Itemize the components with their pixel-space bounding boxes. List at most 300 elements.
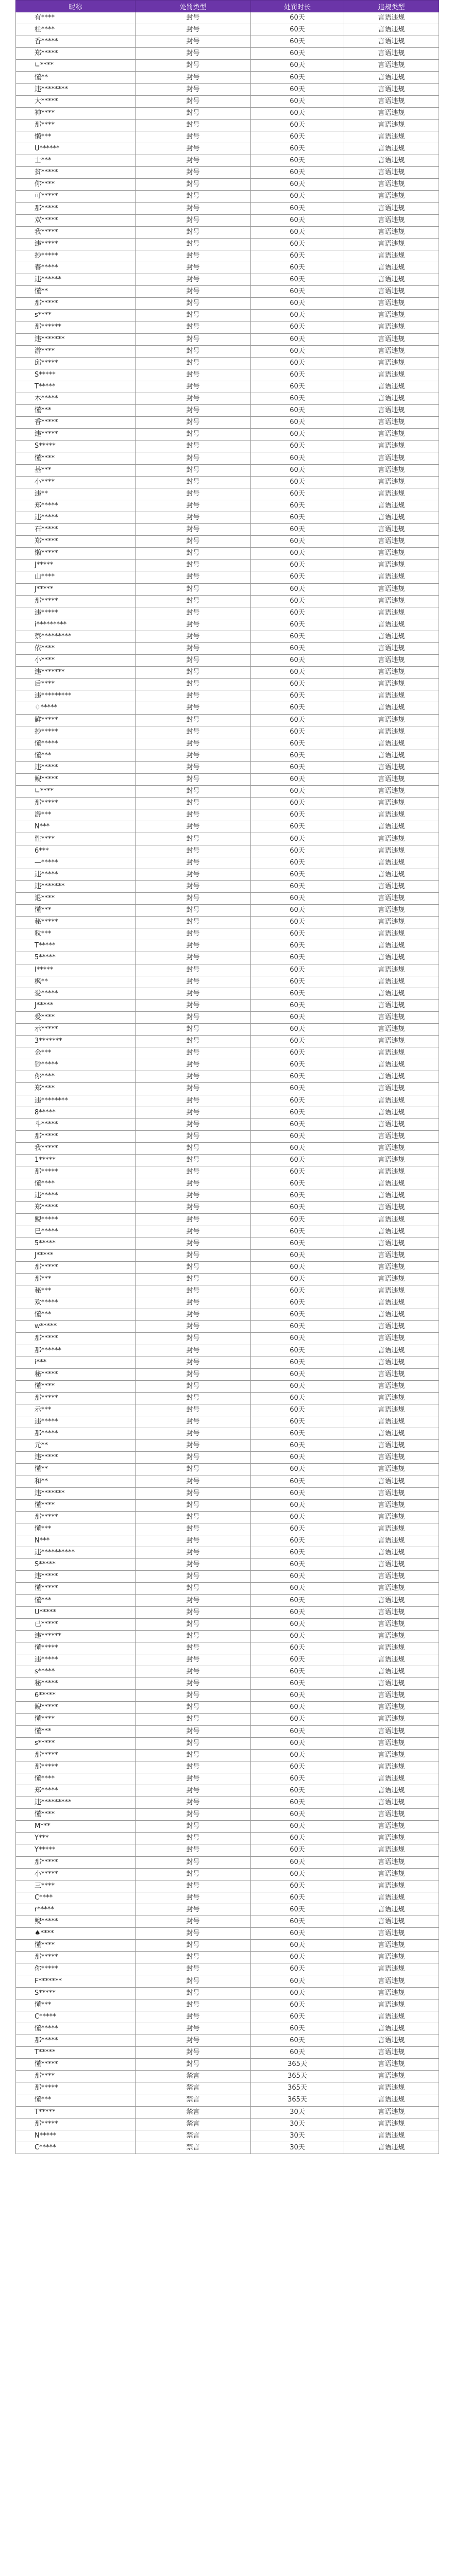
table-row [16, 214, 439, 226]
cell-penalty-type: 封号 [136, 1297, 251, 1309]
cell-penalty-duration: 60天 [251, 191, 344, 202]
cell-nickname: 懒*** [16, 131, 136, 143]
cell-nickname: 懂***** [16, 2059, 136, 2071]
table-row [16, 679, 439, 690]
cell-violation-type: 言语违规 [344, 214, 439, 226]
table-row [16, 1428, 439, 1440]
cell-nickname: 郑**** [16, 1083, 136, 1095]
cell-penalty-type: 封号 [136, 1880, 251, 1892]
table-row [16, 1856, 439, 1868]
cell-penalty-duration: 60天 [251, 1118, 344, 1130]
cell-nickname: J***** [16, 583, 136, 595]
table-row [16, 95, 439, 107]
cell-penalty-type: 封号 [136, 1118, 251, 1130]
cell-penalty-duration: 60天 [251, 1345, 344, 1357]
cell-nickname: 懂***** [16, 1583, 136, 1595]
table-row [16, 1606, 439, 1618]
cell-penalty-duration: 60天 [251, 1797, 344, 1809]
cell-penalty-type: 封号 [136, 1333, 251, 1345]
cell-penalty-duration: 60天 [251, 262, 344, 274]
cell-penalty-type: 封号 [136, 131, 251, 143]
cell-penalty-duration: 30天 [251, 2106, 344, 2118]
table-row [16, 500, 439, 512]
cell-violation-type: 言语违规 [344, 1118, 439, 1130]
table-row [16, 798, 439, 809]
cell-penalty-duration: 60天 [251, 1023, 344, 1035]
table-row [16, 667, 439, 679]
cell-nickname: 你**** [16, 179, 136, 191]
cell-nickname: 违***** [16, 1416, 136, 1428]
cell-nickname: 懂**** [16, 1380, 136, 1392]
cell-violation-type: 言语违规 [344, 1190, 439, 1202]
table-row [16, 1809, 439, 1821]
cell-penalty-type: 封号 [136, 999, 251, 1011]
cell-violation-type: 言语违规 [344, 857, 439, 869]
cell-penalty-type: 封号 [136, 1059, 251, 1071]
cell-violation-type: 言语违规 [344, 1476, 439, 1487]
cell-penalty-duration: 60天 [251, 1559, 344, 1571]
cell-penalty-duration: 60天 [251, 1690, 344, 1702]
cell-penalty-duration: 60天 [251, 1166, 344, 1178]
cell-violation-type: 言语违规 [344, 155, 439, 167]
table-row [16, 714, 439, 726]
cell-nickname: 爱***** [16, 988, 136, 999]
cell-penalty-duration: 60天 [251, 738, 344, 750]
cell-penalty-type: 封号 [136, 2059, 251, 2071]
cell-violation-type: 言语违规 [344, 369, 439, 381]
cell-nickname: 那*** [16, 1273, 136, 1285]
cell-penalty-duration: 60天 [251, 345, 344, 357]
table-row [16, 928, 439, 940]
cell-penalty-type: 封号 [136, 1737, 251, 1749]
cell-nickname: 神**** [16, 107, 136, 119]
cell-nickname: 那**** [16, 119, 136, 131]
cell-nickname: 违***** [16, 1654, 136, 1666]
table-row [16, 2106, 439, 2118]
cell-penalty-duration: 60天 [251, 1749, 344, 1761]
cell-penalty-duration: 60天 [251, 1297, 344, 1309]
table-row [16, 1714, 439, 1725]
cell-violation-type: 言语违规 [344, 1333, 439, 1345]
table-row [16, 1036, 439, 1047]
cell-nickname: 违***** [16, 1190, 136, 1202]
cell-penalty-type: 封号 [136, 1178, 251, 1190]
cell-violation-type: 言语违规 [344, 60, 439, 72]
cell-violation-type: 言语违规 [344, 548, 439, 560]
table-row [16, 440, 439, 452]
table-row [16, 1999, 439, 2011]
cell-penalty-duration: 60天 [251, 1083, 344, 1095]
cell-penalty-duration: 60天 [251, 1511, 344, 1523]
table-row [16, 1261, 439, 1273]
cell-violation-type: 言语违规 [344, 583, 439, 595]
cell-penalty-duration: 60天 [251, 333, 344, 345]
cell-penalty-type: 封号 [136, 548, 251, 560]
table-row [16, 357, 439, 369]
cell-nickname: 性**** [16, 833, 136, 845]
cell-violation-type: 言语违规 [344, 429, 439, 440]
cell-nickname: 违***** [16, 429, 136, 440]
cell-nickname: 懂*** [16, 1725, 136, 1737]
cell-penalty-type: 禁言 [136, 2118, 251, 2130]
cell-penalty-duration: 60天 [251, 1595, 344, 1606]
table-row [16, 1155, 439, 1166]
cell-nickname: 懂*** [16, 750, 136, 761]
cell-penalty-type: 封号 [136, 1238, 251, 1249]
cell-violation-type: 言语违规 [344, 821, 439, 833]
cell-penalty-type: 封号 [136, 2047, 251, 2059]
cell-penalty-duration: 60天 [251, 1666, 344, 1678]
table-row [16, 452, 439, 464]
cell-nickname: 违******* [16, 880, 136, 892]
cell-nickname: 秘***** [16, 1368, 136, 1380]
cell-penalty-type: 封号 [136, 690, 251, 702]
cell-violation-type: 言语违规 [344, 1868, 439, 1880]
cell-penalty-duration: 60天 [251, 548, 344, 560]
cell-penalty-type: 封号 [136, 1499, 251, 1511]
cell-penalty-type: 封号 [136, 155, 251, 167]
cell-penalty-duration: 60天 [251, 571, 344, 583]
cell-violation-type: 言语违规 [344, 1940, 439, 1952]
cell-nickname: 懂** [16, 286, 136, 298]
cell-penalty-type: 封号 [136, 702, 251, 714]
table-row [16, 476, 439, 488]
cell-violation-type: 言语违规 [344, 1011, 439, 1023]
table-row [16, 880, 439, 892]
cell-penalty-duration: 365天 [251, 2059, 344, 2071]
cell-nickname: 抄***** [16, 726, 136, 738]
cell-nickname: 懂**** [16, 1773, 136, 1785]
cell-penalty-type: 封号 [136, 1547, 251, 1559]
cell-nickname: T***** [16, 2106, 136, 2118]
cell-nickname: 那***** [16, 2035, 136, 2046]
cell-penalty-type: 封号 [136, 1142, 251, 1154]
table-row [16, 1761, 439, 1773]
cell-penalty-type: 封号 [136, 1523, 251, 1535]
cell-violation-type: 言语违规 [344, 2023, 439, 2035]
cell-violation-type: 言语违规 [344, 905, 439, 917]
cell-nickname: 那**** [16, 2071, 136, 2082]
cell-penalty-type: 封号 [136, 1345, 251, 1357]
cell-penalty-type: 封号 [136, 1666, 251, 1678]
cell-violation-type: 言语违规 [344, 1249, 439, 1261]
table-row [16, 1071, 439, 1083]
cell-nickname: J***** [16, 560, 136, 571]
cell-penalty-duration: 60天 [251, 1963, 344, 1975]
cell-penalty-type: 封号 [136, 714, 251, 726]
cell-penalty-duration: 60天 [251, 1952, 344, 1963]
column-header-penalty-duration: 处罚时长 [251, 1, 344, 12]
cell-penalty-type: 封号 [136, 83, 251, 95]
cell-penalty-duration: 60天 [251, 1071, 344, 1083]
cell-violation-type: 言语违规 [344, 1202, 439, 1214]
cell-penalty-duration: 60天 [251, 905, 344, 917]
table-row [16, 512, 439, 523]
cell-violation-type: 言语违规 [344, 679, 439, 690]
cell-penalty-type: 封号 [136, 1761, 251, 1773]
cell-penalty-duration: 60天 [251, 1761, 344, 1773]
table-row [16, 1273, 439, 1285]
cell-penalty-duration: 365天 [251, 2094, 344, 2106]
cell-violation-type: 言语违规 [344, 1321, 439, 1333]
table-row [16, 1214, 439, 1226]
cell-violation-type: 言语违规 [344, 250, 439, 262]
table-row [16, 702, 439, 714]
cell-nickname: 小***** [16, 1868, 136, 1880]
cell-violation-type: 言语违规 [344, 1928, 439, 1940]
cell-penalty-type: 封号 [136, 1476, 251, 1487]
table-row [16, 191, 439, 202]
cell-penalty-type: 封号 [136, 1606, 251, 1618]
cell-nickname: —***** [16, 857, 136, 869]
table-row [16, 2011, 439, 2023]
table-row [16, 1618, 439, 1630]
table-row [16, 536, 439, 548]
cell-penalty-type: 封号 [136, 1963, 251, 1975]
cell-penalty-duration: 60天 [251, 845, 344, 857]
cell-violation-type: 言语违规 [344, 179, 439, 191]
table-row [16, 1059, 439, 1071]
cell-nickname: 鲵***** [16, 1214, 136, 1226]
cell-penalty-type: 封号 [136, 1404, 251, 1416]
cell-penalty-type: 封号 [136, 1285, 251, 1297]
cell-penalty-type: 封号 [136, 1511, 251, 1523]
cell-violation-type: 言语违规 [344, 726, 439, 738]
cell-violation-type: 言语违规 [344, 310, 439, 321]
cell-violation-type: 言语违规 [344, 1095, 439, 1107]
cell-penalty-type: 封号 [136, 1226, 251, 1238]
table-row [16, 286, 439, 298]
cell-penalty-duration: 60天 [251, 72, 344, 83]
cell-penalty-type: 封号 [136, 500, 251, 512]
cell-nickname: 懂*** [16, 905, 136, 917]
cell-penalty-duration: 60天 [251, 83, 344, 95]
cell-nickname: 违********** [16, 1547, 136, 1559]
cell-nickname: 违******** [16, 1095, 136, 1107]
table-row [16, 845, 439, 857]
cell-penalty-type: 封号 [136, 774, 251, 786]
cell-penalty-duration: 60天 [251, 1571, 344, 1583]
cell-nickname: 1***** [16, 1155, 136, 1166]
table-row [16, 1916, 439, 1928]
table-row [16, 60, 439, 72]
cell-penalty-duration: 60天 [251, 524, 344, 536]
cell-penalty-type: 封号 [136, 809, 251, 821]
table-row [16, 1892, 439, 1904]
table-row [16, 2059, 439, 2071]
cell-penalty-duration: 60天 [251, 1606, 344, 1618]
cell-nickname: 春***** [16, 262, 136, 274]
cell-penalty-type: 封号 [136, 1904, 251, 1916]
cell-violation-type: 言语违规 [344, 1036, 439, 1047]
cell-nickname: 山**** [16, 571, 136, 583]
cell-penalty-type: 封号 [136, 1833, 251, 1844]
cell-penalty-type: 禁言 [136, 2142, 251, 2154]
cell-violation-type: 言语违规 [344, 880, 439, 892]
cell-violation-type: 言语违规 [344, 1178, 439, 1190]
cell-nickname: ∟**** [16, 786, 136, 798]
cell-nickname: 那***** [16, 1130, 136, 1142]
table-row [16, 119, 439, 131]
table-row [16, 1238, 439, 1249]
table-row [16, 1583, 439, 1595]
cell-violation-type: 言语违规 [344, 2011, 439, 2023]
cell-penalty-duration: 60天 [251, 869, 344, 880]
cell-nickname: s**** [16, 310, 136, 321]
cell-penalty-type: 封号 [136, 345, 251, 357]
cell-violation-type: 言语违规 [344, 1083, 439, 1095]
cell-penalty-duration: 60天 [251, 476, 344, 488]
cell-penalty-duration: 60天 [251, 667, 344, 679]
table-row [16, 952, 439, 964]
cell-nickname: 可***** [16, 191, 136, 202]
cell-violation-type: 言语违规 [344, 750, 439, 761]
table-row [16, 1130, 439, 1142]
cell-nickname: 违***** [16, 607, 136, 619]
cell-nickname: 香***** [16, 36, 136, 48]
cell-violation-type: 言语违规 [344, 1309, 439, 1321]
table-row [16, 1452, 439, 1464]
table-row [16, 1107, 439, 1118]
cell-nickname: i*** [16, 1357, 136, 1368]
cell-penalty-duration: 60天 [251, 369, 344, 381]
cell-penalty-duration: 60天 [251, 36, 344, 48]
cell-violation-type: 言语违规 [344, 1428, 439, 1440]
table-row [16, 405, 439, 417]
cell-penalty-type: 封号 [136, 798, 251, 809]
cell-penalty-duration: 60天 [251, 1428, 344, 1440]
cell-nickname: 香***** [16, 417, 136, 429]
cell-violation-type: 言语违规 [344, 1630, 439, 1642]
cell-nickname: 钞***** [16, 1059, 136, 1071]
cell-penalty-type: 封号 [136, 393, 251, 405]
cell-violation-type: 言语违规 [344, 1761, 439, 1773]
cell-nickname: 已***** [16, 1226, 136, 1238]
cell-penalty-duration: 60天 [251, 119, 344, 131]
table-row [16, 786, 439, 798]
table-row [16, 774, 439, 786]
cell-nickname: 和** [16, 1476, 136, 1487]
cell-nickname: 郑***** [16, 536, 136, 548]
column-header-nickname: 昵称 [16, 1, 136, 12]
cell-penalty-duration: 60天 [251, 714, 344, 726]
table-body [16, 12, 439, 2154]
cell-penalty-duration: 60天 [251, 1904, 344, 1916]
cell-nickname: 6*** [16, 845, 136, 857]
cell-penalty-duration: 60天 [251, 1999, 344, 2011]
table-row [16, 1202, 439, 1214]
cell-nickname: 那***** [16, 1749, 136, 1761]
cell-violation-type: 言语违规 [344, 1059, 439, 1071]
cell-penalty-type: 封号 [136, 1975, 251, 1987]
cell-violation-type: 言语违规 [344, 2059, 439, 2071]
cell-penalty-type: 封号 [136, 1583, 251, 1595]
cell-nickname: 那***** [16, 298, 136, 310]
table-row [16, 1333, 439, 1345]
cell-penalty-duration: 60天 [251, 1357, 344, 1368]
cell-penalty-duration: 60天 [251, 1464, 344, 1476]
cell-penalty-duration: 60天 [251, 821, 344, 833]
cell-penalty-duration: 60天 [251, 1321, 344, 1333]
cell-penalty-duration: 60天 [251, 1821, 344, 1833]
cell-nickname: 那***** [16, 2118, 136, 2130]
table-row [16, 833, 439, 845]
table-row [16, 1940, 439, 1952]
cell-penalty-type: 封号 [136, 1166, 251, 1178]
cell-penalty-duration: 60天 [251, 1833, 344, 1844]
table-row [16, 964, 439, 976]
cell-penalty-type: 封号 [136, 1892, 251, 1904]
cell-violation-type: 言语违规 [344, 1523, 439, 1535]
cell-nickname: r***** [16, 1904, 136, 1916]
cell-nickname: S***** [16, 1987, 136, 1999]
cell-nickname: 违** [16, 488, 136, 500]
cell-nickname: F******* [16, 1975, 136, 1987]
table-row [16, 24, 439, 36]
cell-penalty-duration: 60天 [251, 1155, 344, 1166]
table-row [16, 548, 439, 560]
table-row [16, 393, 439, 405]
cell-nickname: 那***** [16, 595, 136, 607]
cell-penalty-duration: 60天 [251, 1392, 344, 1404]
cell-penalty-duration: 60天 [251, 536, 344, 548]
cell-penalty-duration: 60天 [251, 1940, 344, 1952]
cell-nickname: S***** [16, 440, 136, 452]
cell-nickname: T***** [16, 381, 136, 393]
cell-penalty-duration: 60天 [251, 464, 344, 476]
table-row [16, 1142, 439, 1154]
cell-violation-type: 言语违规 [344, 1047, 439, 1059]
cell-nickname: 懂***** [16, 1642, 136, 1654]
cell-violation-type: 言语违规 [344, 2142, 439, 2154]
cell-penalty-duration: 60天 [251, 595, 344, 607]
cell-penalty-duration: 60天 [251, 321, 344, 333]
cell-nickname: 已***** [16, 1618, 136, 1630]
cell-penalty-duration: 60天 [251, 976, 344, 988]
cell-penalty-type: 封号 [136, 667, 251, 679]
table-row [16, 167, 439, 179]
cell-penalty-type: 封号 [136, 1368, 251, 1380]
cell-penalty-duration: 60天 [251, 1476, 344, 1487]
cell-penalty-duration: 60天 [251, 1844, 344, 1856]
cell-nickname: 三**** [16, 1880, 136, 1892]
cell-violation-type: 言语违规 [344, 1155, 439, 1166]
cell-penalty-duration: 365天 [251, 2071, 344, 2082]
table-row [16, 1833, 439, 1844]
cell-violation-type: 言语违规 [344, 809, 439, 821]
cell-penalty-type: 封号 [136, 1559, 251, 1571]
cell-violation-type: 言语违规 [344, 1071, 439, 1083]
cell-violation-type: 言语违规 [344, 1725, 439, 1737]
cell-nickname: 秘*** [16, 1285, 136, 1297]
cell-nickname: ♢***** [16, 702, 136, 714]
cell-penalty-type: 封号 [136, 1047, 251, 1059]
cell-penalty-duration: 60天 [251, 512, 344, 523]
cell-nickname: 我***** [16, 1142, 136, 1154]
cell-violation-type: 言语违规 [344, 119, 439, 131]
cell-penalty-duration: 60天 [251, 310, 344, 321]
cell-penalty-duration: 60天 [251, 1190, 344, 1202]
cell-violation-type: 言语违规 [344, 1654, 439, 1666]
table-row [16, 274, 439, 286]
cell-violation-type: 言语违规 [344, 1416, 439, 1428]
cell-penalty-type: 封号 [136, 964, 251, 976]
cell-penalty-type: 封号 [136, 1642, 251, 1654]
table-row [16, 1559, 439, 1571]
cell-violation-type: 言语违规 [344, 1737, 439, 1749]
cell-penalty-type: 封号 [136, 429, 251, 440]
cell-nickname: T***** [16, 2047, 136, 2059]
